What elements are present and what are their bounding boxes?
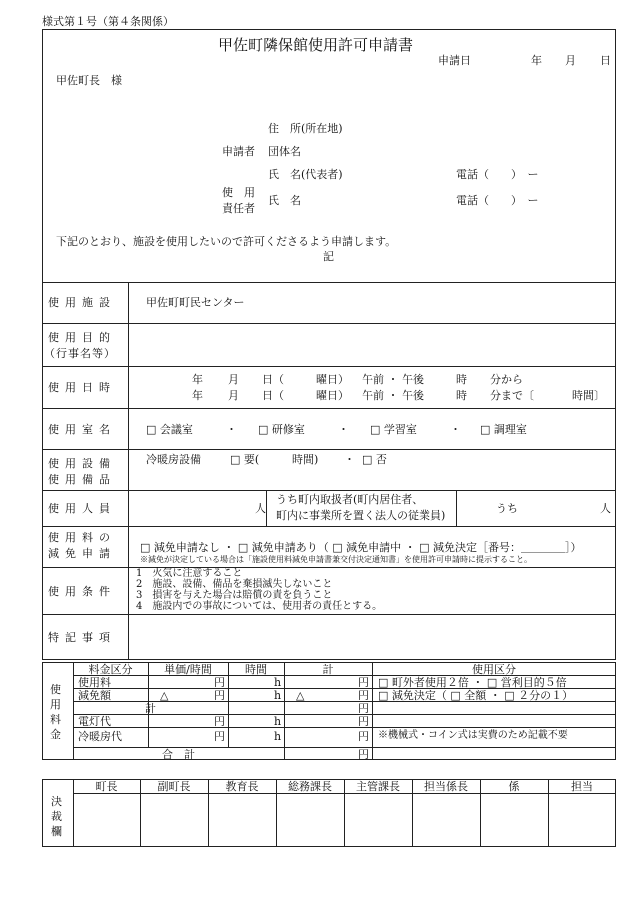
notes-field[interactable] — [130, 616, 614, 658]
applicant-label: 申請者 — [222, 145, 255, 158]
condition-3: 3 損害を与えた場合は賠償の責を負うこと — [136, 590, 333, 601]
responsible-name-label: 氏 名 — [268, 194, 301, 207]
room-checkbox-training[interactable]: □ 研修室 — [258, 423, 305, 436]
people-note-2: 町内に事業所を置く法人の従業員) — [276, 509, 446, 522]
request-text: 下記のとおり、施設を使用したいので許可くださるよう申請します。 — [56, 235, 397, 248]
fee-header-total: 計 — [322, 663, 334, 676]
addressee: 甲佐町長 様 — [56, 74, 122, 87]
condition-1: 1 火気に注意すること — [136, 568, 243, 579]
approval-header-general-affairs: 総務課長 — [288, 780, 332, 793]
fee-side-label-1: 使 — [50, 683, 61, 696]
purpose-sublabel: （行事名等） — [44, 347, 116, 360]
purpose-label: 使用目的 — [48, 331, 116, 344]
conditions-label: 使用条件 — [48, 585, 116, 598]
aircon-label: 冷暖房設備 — [146, 453, 201, 466]
purpose-field[interactable] — [130, 326, 614, 364]
grand-total-label: 合 計 — [162, 748, 195, 761]
fee-side-label-4: 金 — [50, 728, 61, 741]
address-label: 住 所(所在地) — [268, 122, 343, 135]
approval-side-label-3: 欄 — [51, 825, 62, 838]
people-note-1: うち町内取扱者(町内居住者、 — [276, 493, 424, 506]
facility-value[interactable]: 甲佐町町民センター — [146, 296, 245, 309]
responsible-label-2: 責任者 — [222, 202, 255, 215]
room-checkbox-meeting[interactable]: □ 会議室 — [146, 423, 193, 436]
facility-label: 使用施設 — [48, 296, 116, 309]
responsible-label-1: 使 用 — [222, 186, 255, 199]
room-label: 使用室名 — [48, 423, 116, 436]
approval-side-label-2: 裁 — [51, 810, 62, 823]
fee-header-unit-price: 単価/時間 — [164, 663, 212, 676]
equipment-label: 使用設備 — [48, 457, 116, 470]
grand-total-unit: 円 — [358, 748, 369, 761]
approval-side-label-1: 決 — [51, 795, 62, 808]
date-day: 日 — [600, 54, 611, 67]
condition-4: 4 施設内での事故については、使用者の責任とする。 — [136, 601, 383, 612]
approval-header-superintendent: 教育長 — [225, 780, 259, 793]
group-name-label: 団体名 — [268, 145, 301, 158]
datetime-label: 使用日時 — [48, 381, 116, 394]
approval-header-section-chief: 主管課長 — [356, 780, 400, 793]
aircon-checkbox-no[interactable]: □ 否 — [362, 453, 387, 466]
form-number: 様式第１号（第４条関係） — [42, 15, 174, 28]
fee-note: ※機械式・コイン式は実費のため記載不要 — [378, 730, 568, 741]
application-date-label: 申請日 — [438, 54, 471, 67]
room-checkbox-study[interactable]: □ 学習室 — [370, 423, 417, 436]
approval-header-staff: 係 — [508, 780, 520, 793]
aircon-checkbox-yes[interactable]: □ 要( — [230, 453, 260, 466]
ki-mark: 記 — [323, 250, 334, 263]
fee-header-category: 料金区分 — [88, 663, 133, 676]
usage-checkbox-multiplier[interactable]: □ 町外者使用２倍 ・ □ 営利目的５倍 — [378, 676, 567, 689]
phone-field-1[interactable]: 電話（ ） ー — [456, 168, 539, 181]
representative-name-label: 氏 名(代表者) — [268, 168, 343, 181]
reduction-options[interactable]: □ 減免申請なし ・ □ 減免申請あり（ □ 減免申請中 ・ □ 減免決定［番号：＿＿＿＿］） — [140, 541, 582, 554]
reduction-sublabel: 減免申請 — [48, 547, 116, 560]
approval-header-person-in-charge: 担当 — [571, 780, 593, 793]
fee-side-label-2: 用 — [50, 698, 61, 711]
usage-checkbox-reduction[interactable]: □ 減免決定（ □ 全額 ・ □ ２分の１） — [378, 689, 574, 702]
approval-header-subsection-chief: 担当係長 — [424, 780, 468, 793]
room-checkbox-cooking[interactable]: □ 調理室 — [480, 423, 527, 436]
approval-header-mayor: 町長 — [95, 780, 118, 793]
fee-side-label-3: 料 — [50, 713, 61, 726]
notes-label: 特記事項 — [48, 631, 116, 644]
people-unit-2: 人 — [600, 502, 611, 515]
page-title: 甲佐町隣保館使用許可申請書 — [218, 36, 414, 54]
people-uchi: うち — [496, 502, 518, 515]
condition-2: 2 施設、設備、備品を棄損滅失しないこと — [136, 579, 333, 590]
reduction-note: ※減免が決定している場合は「施設使用料減免申請書兼交付決定通知書」を使用許可申請時に提示すること。 — [140, 555, 532, 564]
people-unit: 人 — [255, 502, 266, 515]
phone-field-2[interactable]: 電話（ ） ー — [456, 194, 539, 207]
date-month: 月 — [565, 54, 576, 67]
fee-header-usage-category: 使用区分 — [472, 663, 516, 676]
equipment-sublabel: 使用備品 — [48, 473, 116, 486]
people-label: 使用人員 — [48, 502, 116, 515]
reduction-label: 使用料の — [48, 531, 116, 544]
fee-header-hours: 時間 — [245, 663, 267, 676]
approval-header-deputy-mayor: 副町長 — [157, 780, 191, 793]
date-year: 年 — [531, 54, 542, 67]
